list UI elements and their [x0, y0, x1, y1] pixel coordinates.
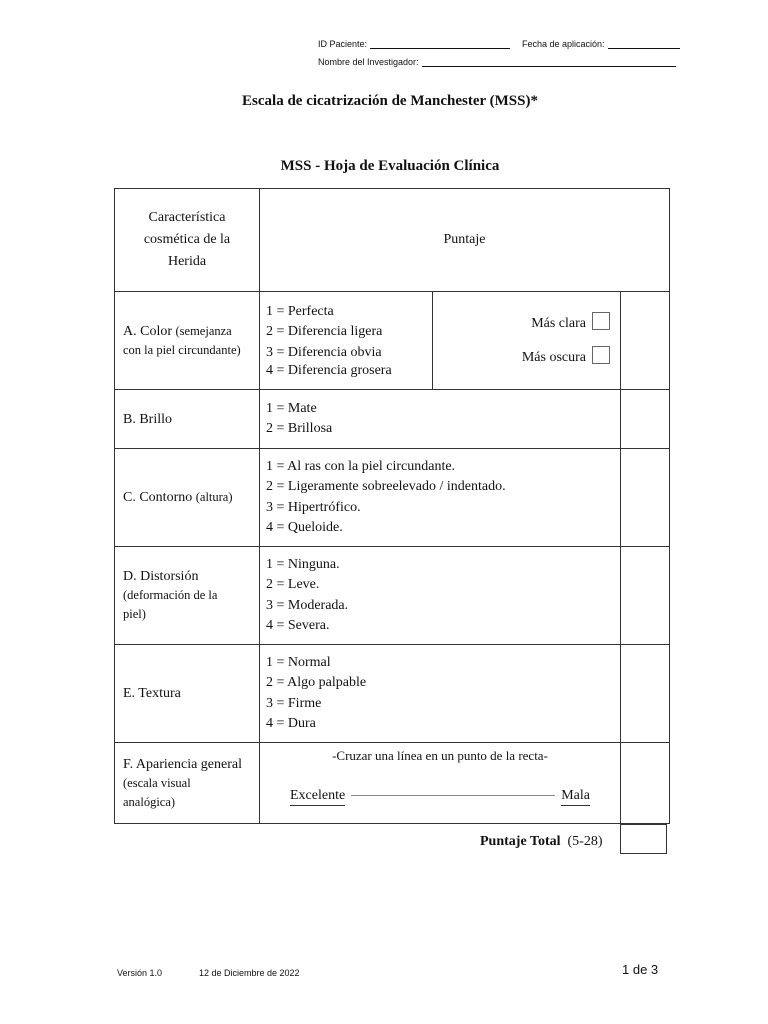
lighter-option[interactable]: Más clara [433, 307, 610, 341]
total-score-label: Puntaje Total (5-28) [480, 834, 603, 849]
header-score: Puntaje [260, 189, 670, 292]
color-shade-checks [433, 292, 621, 390]
row-label-overall-appearance: F. Apariencia general (escala visual analógica) [115, 743, 260, 824]
scale-title: Escala de cicatrización de Manchester (MSS)* [242, 93, 538, 109]
row-label-texture: E. Textura [115, 645, 260, 743]
options-distortion: 1 = Ninguna. 2 = Leve. 3 = Moderada. 4 = Severa. [260, 547, 621, 645]
patient-id-field[interactable] [318, 38, 510, 49]
patient-id-label: ID Paciente: [318, 39, 368, 49]
options-color: 1 = Perfecta 2 = Diferencia ligera 3 = Diferencia obvia 4 = Diferencia grosera [260, 292, 433, 390]
table-row-brightness [115, 390, 670, 449]
score-cell-color[interactable] [621, 292, 670, 390]
darker-checkbox[interactable] [592, 346, 610, 364]
sheet-title: MSS - Hoja de Evaluación Clínica [280, 158, 500, 174]
application-date-field[interactable] [522, 38, 680, 49]
score-cell-distortion[interactable] [621, 547, 670, 645]
options-brightness: 1 = Mate 2 = Brillosa [260, 390, 621, 449]
table-header-row [115, 189, 670, 292]
application-date-line[interactable] [608, 38, 680, 49]
mss-table [114, 188, 670, 824]
investigator-field[interactable] [318, 56, 676, 67]
score-cell-brightness[interactable] [621, 390, 670, 449]
row-label-color: A. Color (semejanza con la piel circundante) [115, 292, 260, 390]
lighter-checkbox[interactable] [592, 312, 610, 330]
application-date-label: Fecha de aplicación: [522, 39, 605, 49]
row-label-brightness: B. Brillo [115, 390, 260, 449]
row-label-contour: C. Contorno (altura) [115, 449, 260, 547]
investigator-label: Nombre del Investigador: [318, 57, 419, 67]
patient-id-line[interactable] [370, 38, 510, 49]
visual-analog-scale [260, 743, 621, 824]
total-score-box[interactable] [620, 824, 667, 854]
score-cell-texture[interactable] [621, 645, 670, 743]
table-row-color [115, 292, 670, 390]
footer-version: Versión 1.0 [117, 968, 163, 978]
score-cell-overall[interactable] [621, 743, 670, 824]
vas-line[interactable] [351, 794, 555, 796]
options-texture: 1 = Normal 2 = Algo palpable 3 = Firme 4 = Dura [260, 645, 621, 743]
vas-instruction: -Cruzar una línea en un punto de la recta- [332, 748, 548, 763]
row-label-distortion: D. Distorsión (deformación de la piel) [115, 547, 260, 645]
table-row-texture [115, 645, 670, 743]
table-row-contour [115, 449, 670, 547]
vas-bad-label: Mala [561, 788, 590, 806]
vas-excellent-label: Excelente [290, 788, 345, 806]
footer-date: 12 de Diciembre de 2022 [199, 968, 300, 978]
table-row-distortion [115, 547, 670, 645]
options-contour: 1 = Al ras con la piel circundante. 2 = Ligeramente sobreelevado / indentado. 3 = Hipertrófico. 4 = Queloide. [260, 449, 621, 547]
header-characteristic: Característica cosmética de la Herida [115, 189, 260, 292]
darker-option[interactable]: Más oscura [433, 341, 610, 375]
investigator-line[interactable] [422, 56, 676, 67]
page-number: 1 de 3 [622, 962, 659, 977]
table-row-overall-appearance [115, 743, 670, 824]
score-cell-contour[interactable] [621, 449, 670, 547]
